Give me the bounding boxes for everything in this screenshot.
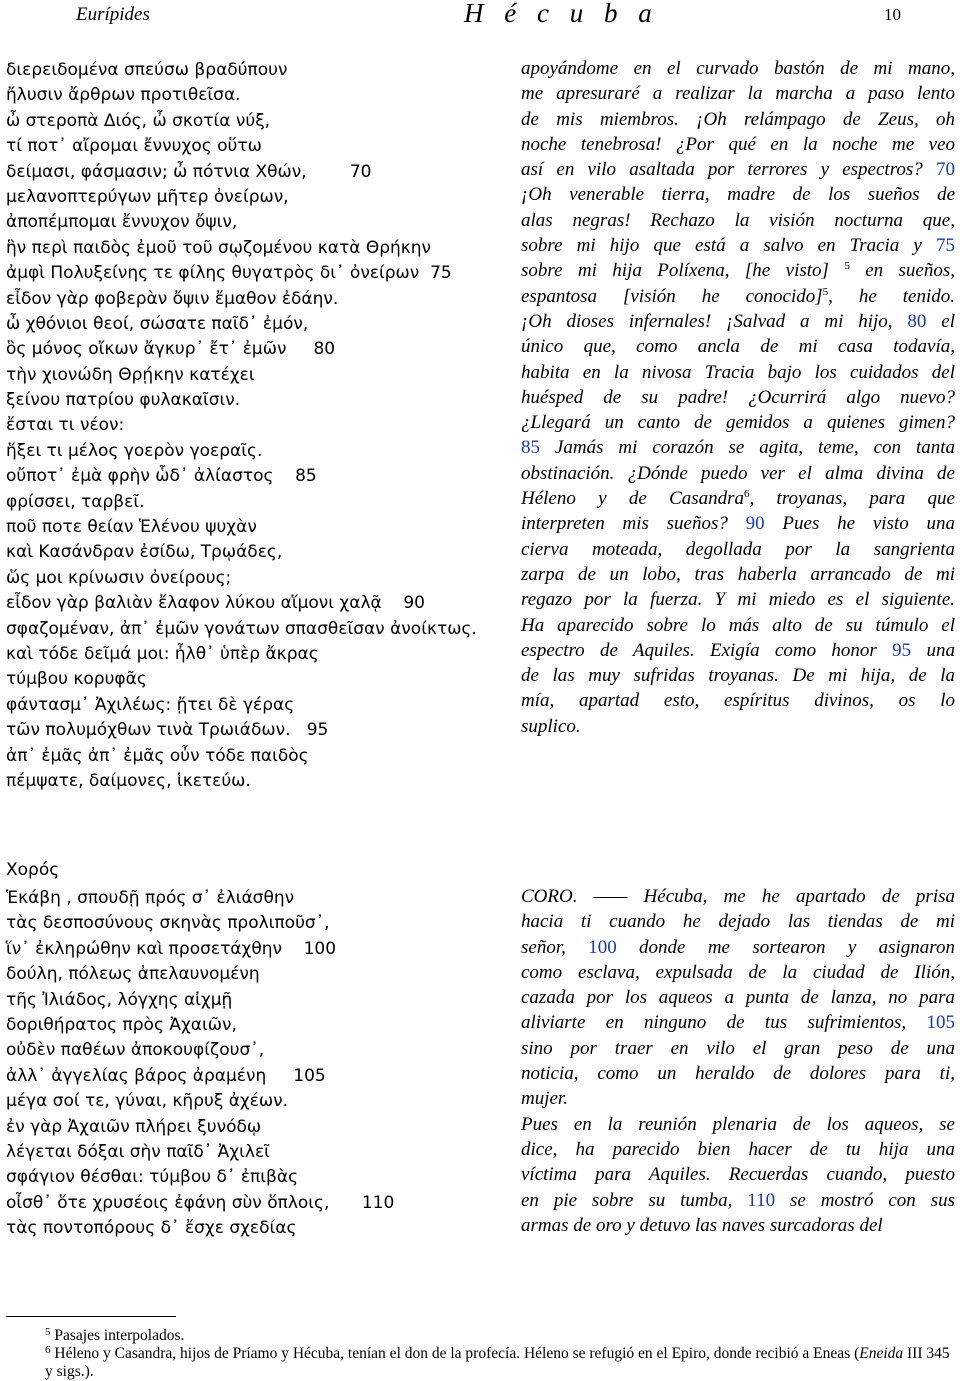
translation-text: víctima para Aquiles. Recuerdas cuando, puesto bbox=[521, 1164, 955, 1186]
footnote-6 bbox=[45, 1345, 950, 1381]
footnote-5-text: Pasajes interpolados. bbox=[54, 1327, 185, 1344]
spanish-translation-top bbox=[521, 56, 955, 739]
greek-verse-line: εἶδον γὰρ βαλιὰν ἔλαφον λύκου αἵμονι χαλᾷ 90 bbox=[6, 593, 425, 614]
translation-text: apoyándome en el curvado bastón de mi mano, bbox=[521, 58, 955, 79]
translation-line bbox=[521, 309, 955, 334]
verse-number: 100 bbox=[588, 936, 617, 958]
translation-text: ¡Oh venerable tierra, madre de los sueños de bbox=[521, 184, 955, 206]
footnote-separator bbox=[6, 1316, 176, 1317]
translation-text: una bbox=[911, 639, 956, 661]
translation-line bbox=[521, 385, 955, 410]
translation-text: de las muy sufridas troyanas. De mi hija, de la bbox=[521, 665, 955, 687]
greek-verse-line: ἤλυσιν ἄρθρων προτιθεῖσα. bbox=[6, 85, 241, 106]
greek-verse-line: τῆς Ἰλιάδος, λόγχης αἰχμῇ bbox=[6, 989, 233, 1010]
translation-line bbox=[521, 461, 955, 486]
translation-text: noticia, como un heraldo de dolores para ti, bbox=[521, 1063, 955, 1085]
translation-text: donde me sortearon y asignaron bbox=[616, 936, 955, 958]
verse-number: 85 bbox=[521, 437, 540, 459]
translation-line bbox=[521, 537, 955, 562]
translation-line bbox=[521, 81, 955, 106]
greek-verse-line: λέγεται δόξαι σὴν παῖδ᾽ Ἀχιλεῖ bbox=[6, 1141, 270, 1162]
translation-text: ¿Llegará un canto de gemidos a quienes gimen? bbox=[521, 412, 955, 434]
verse-number: 95 bbox=[892, 639, 912, 661]
translation-text: se mostró con sus bbox=[775, 1189, 955, 1211]
translation-line bbox=[521, 587, 955, 612]
greek-verse-line: ὃς μόνος οἴκων ἄγκυρ᾽ ἔτ᾽ ἐμῶν 80 bbox=[6, 339, 336, 360]
translation-text: alas negras! Rechazo la visión nocturna que, bbox=[521, 209, 955, 231]
translation-line bbox=[521, 208, 955, 233]
verse-number: 70 bbox=[936, 159, 955, 181]
translation-text: regazo por la fuerza. Y mi miedo es el siguiente. bbox=[521, 589, 955, 611]
translation-line bbox=[521, 360, 955, 385]
greek-verse-line: εἶδον γὰρ φοβερὰν ὄψιν ἔμαθον ἐδάην. bbox=[6, 288, 339, 309]
translation-text: espantosa [visión he conocido] bbox=[521, 285, 823, 307]
translation-text: CORO. —— Hécuba, me he apartado de prisa bbox=[521, 886, 955, 907]
greek-verse-line: οἶσθ᾽ ὅτε χρυσέοις ἐφάνη σὺν ὅπλοις, 110 bbox=[6, 1192, 395, 1213]
translation-line bbox=[521, 1010, 955, 1035]
verse-number: 105 bbox=[926, 1012, 955, 1034]
translation-text: espectro de Aquiles. Exigía como honor bbox=[521, 639, 893, 661]
greek-verse-line: ξείνου πατρίου φυλακαῖσιν. bbox=[6, 390, 241, 411]
translation-text: aliviarte en ninguno de tus sufrimientos, bbox=[521, 1012, 927, 1034]
translation-line bbox=[521, 1036, 955, 1061]
translation-line bbox=[521, 284, 955, 309]
translation-line bbox=[521, 410, 955, 435]
footnote-ref: 5 bbox=[844, 260, 850, 273]
greek-verse-line: καὶ τόδε δεῖμά μοι: ἦλθ᾽ ὑπὲρ ἄκρας bbox=[6, 643, 319, 664]
greek-verse-line: ποῦ ποτε θείαν Ἑλένου ψυχὰν bbox=[6, 517, 257, 538]
translation-line bbox=[521, 638, 955, 663]
verse-number: 80 bbox=[907, 310, 927, 332]
translation-line bbox=[521, 1061, 955, 1086]
translation-line bbox=[521, 714, 955, 739]
header-title: H é c u b a bbox=[464, 0, 659, 28]
translation-line bbox=[521, 56, 955, 81]
greek-verse-line: φρίσσει, ταρβεῖ. bbox=[6, 491, 145, 512]
translation-text: habita en la nivosa Tracia bajo los cuidados del bbox=[521, 361, 955, 383]
translation-text: Jamás mi corazón se agita, teme, con tanta bbox=[540, 437, 955, 459]
greek-verse-line: ἀποπέμπομαι ἔννυχον ὄψιν, bbox=[6, 212, 238, 233]
translation-text: interpreten mis sueños? bbox=[521, 513, 746, 535]
translation-line bbox=[521, 1086, 955, 1111]
page-number: 10 bbox=[884, 5, 901, 24]
translation-text: sino por traer en vilo el gran peso de una bbox=[521, 1037, 955, 1059]
translation-text: mujer. bbox=[521, 1088, 568, 1110]
translation-line bbox=[521, 233, 955, 258]
verse-number: 90 bbox=[745, 513, 765, 535]
footnote-6-marker: 6 bbox=[45, 1344, 51, 1356]
translation-line bbox=[521, 107, 955, 132]
greek-verse-line: μελανοπτερύγων μῆτερ ὀνείρων, bbox=[6, 186, 289, 207]
translation-text: en pie sobre su tumba, bbox=[521, 1189, 748, 1211]
translation-line bbox=[521, 157, 955, 182]
greek-verse-line: ὦ στεροπὰ Διός, ὦ σκοτία νύξ, bbox=[6, 110, 271, 131]
greek-verse-line: τὴν χιονώδη Θρῄκην κατέχει bbox=[6, 364, 255, 385]
translation-line bbox=[521, 182, 955, 207]
greek-verse-line: μέγα σοί τε, γύναι, κῆρυξ ἀχέων. bbox=[6, 1091, 289, 1112]
verse-number: 75 bbox=[936, 235, 955, 257]
translation-text: en sueños, bbox=[849, 260, 955, 282]
translation-text: como esclava, expulsada de la ciudad de Ilión, bbox=[521, 961, 955, 983]
footnote-5 bbox=[45, 1327, 950, 1345]
translation-line bbox=[521, 1162, 955, 1187]
greek-verse-line: δούλη, πόλεως ἀπελαυνομένη bbox=[6, 964, 260, 985]
greek-verse-line: ἀλλ᾽ ἀγγελίας βάρος ἀραμένη 105 bbox=[6, 1065, 326, 1086]
translation-line bbox=[521, 935, 955, 960]
greek-verse-line: τύμβου κορυφᾶς bbox=[6, 669, 147, 690]
greek-verse-line: ἣν περὶ παιδὸς ἐμοῦ τοῦ σῳζομένου κατὰ Θρήκην bbox=[6, 237, 432, 258]
footnote-ref: 5 bbox=[822, 285, 829, 298]
greek-text-top bbox=[6, 58, 477, 794]
greek-verse-line: οὐδὲν παθέων ἀποκουφίζουσ᾽, bbox=[6, 1040, 265, 1061]
translation-line bbox=[521, 1188, 955, 1213]
greek-verse-line: δείμασι, φάσμασιν; ὦ πότνια Χθών, 70 bbox=[6, 161, 372, 182]
greek-verse-line: τί ποτ᾽ αἴρομαι ἔννυχος οὕτω bbox=[6, 136, 262, 157]
translation-text: cazada por los aqueos a punta de lanza, no para bbox=[521, 987, 955, 1009]
translation-text: armas de oro y detuvo las naves surcadoras del bbox=[521, 1214, 883, 1236]
translation-line bbox=[521, 960, 955, 985]
translation-text: Pues en la reunión plenaria de los aqueos, se bbox=[521, 1113, 955, 1135]
translation-text: cierva moteada, degollada por la sangrienta bbox=[521, 538, 955, 560]
translation-line bbox=[521, 663, 955, 688]
footnote-ref: 6 bbox=[744, 488, 750, 501]
greek-verse-line: ἵν᾽ ἐκληρώθην καὶ προσετάχθην 100 bbox=[6, 938, 337, 959]
greek-verse-line: σφαζομέναν, ἀπ᾽ ἐμῶν γονάτων σπασθεῖσαν ἀνοίκτως. bbox=[6, 618, 477, 639]
translation-text: dice, ha parecido bien hacer de tu hija una bbox=[521, 1138, 955, 1160]
translation-text: único que, como ancla de mi casa todavía, bbox=[521, 336, 955, 358]
translation-text: hacia ti cuando he dejado las tiendas de mi bbox=[521, 911, 955, 933]
greek-verse-line: ἀπ᾽ ἐμᾶς ἀπ᾽ ἐμᾶς οὖν τόδε παιδὸς bbox=[6, 745, 309, 766]
translation-text: Ha aparecido sobre lo más alto de su túmulo el bbox=[521, 614, 955, 636]
translation-line bbox=[521, 334, 955, 359]
greek-verse-line: τῶν πολυμόχθων τινὰ Τρωιάδων. 95 bbox=[6, 720, 329, 741]
translation-text: huésped de su padre! ¿Ocurrirá algo nuevo? bbox=[521, 386, 955, 408]
translation-line bbox=[521, 258, 955, 283]
greek-verse-line: φάντασμ᾽ Ἀχιλέως: ᾔτει δὲ γέρας bbox=[6, 694, 295, 715]
chorus-label: Χορός bbox=[6, 860, 60, 880]
verse-number: 110 bbox=[747, 1189, 776, 1211]
translation-line bbox=[521, 613, 955, 638]
footnote-6-text: Héleno y Casandra, hijos de Príamo y Hécuba, tenían el don de la profecía. Héleno se refugió en el Epiro, donde recibió a Eneas ( bbox=[54, 1345, 860, 1362]
translation-text: zarpa de un lobo, tras haberla arrancado de mi bbox=[521, 563, 955, 585]
translation-text: sobre mi hijo que está a salvo en Tracia y bbox=[521, 235, 936, 257]
translation-text: obstinación. ¿Dónde puedo ver el alma divina de bbox=[521, 462, 955, 484]
translation-line bbox=[521, 1112, 955, 1137]
translation-line bbox=[521, 688, 955, 713]
translation-text: me apresuraré a realizar la marcha a paso lento bbox=[521, 83, 955, 105]
translation-text: sobre mi hija Políxena, [he visto] bbox=[521, 260, 845, 282]
translation-line bbox=[521, 1213, 955, 1238]
footnote-6-tail: III 345 y sigs.). bbox=[45, 1345, 950, 1380]
translation-text: Héleno y de Casandra bbox=[521, 488, 745, 510]
greek-verse-line: ἔσται τι νέον: bbox=[6, 415, 125, 436]
translation-line bbox=[521, 511, 955, 536]
translation-text: mía, apartad esto, espíritus divinos, os lo bbox=[521, 690, 955, 712]
translation-line bbox=[521, 985, 955, 1010]
translation-line bbox=[521, 884, 955, 909]
translation-text: noche tenebrosa! ¿Por qué en la noche me veo bbox=[521, 133, 955, 155]
greek-verse-line: διερειδομένα σπεύσω βραδύπουν bbox=[6, 60, 288, 80]
translation-text: de mis miembros. ¡Oh relámpago de Zeus, oh bbox=[521, 108, 955, 130]
greek-verse-line: δοριθήρατος πρὸς Ἀχαιῶν, bbox=[6, 1014, 237, 1035]
translation-line bbox=[521, 562, 955, 587]
translation-text: suplico. bbox=[521, 715, 581, 737]
greek-verse-line: ἐν γὰρ Ἀχαιῶν πλήρει ξυνόδῳ bbox=[6, 1116, 262, 1137]
greek-verse-line: πέμψατε, δαίμονες, ἱκετεύω. bbox=[6, 770, 251, 791]
translation-text: , troyanas, para que bbox=[749, 488, 955, 510]
greek-verse-line: ὦ χθόνιοι θεοί, σώσατε παῖδ᾽ ἐμόν, bbox=[6, 313, 309, 334]
translation-text: , he tenido. bbox=[828, 285, 955, 307]
greek-text-bottom bbox=[6, 886, 394, 1241]
greek-verse-line: τὰς δεσποσύνους σκηνὰς προλιποῦσ᾽, bbox=[6, 913, 330, 934]
translation-line bbox=[521, 132, 955, 157]
translation-line bbox=[521, 435, 955, 460]
greek-verse-line: οὔποτ᾽ ἐμὰ φρὴν ὧδ᾽ ἀλίαστος 85 bbox=[6, 466, 317, 487]
translation-line bbox=[521, 909, 955, 934]
greek-verse-line: καὶ Κασάνδραν ἐσίδω, Τρῳάδες, bbox=[6, 542, 283, 563]
footnote-5-marker: 5 bbox=[45, 1326, 51, 1338]
greek-verse-line: Ἑκάβη , σπουδῇ πρός σ᾽ ἐλιάσθην bbox=[6, 888, 295, 908]
spanish-translation-bottom bbox=[521, 884, 955, 1238]
translation-text: ¡Oh dioses infernales! ¡Salvad a mi hijo, bbox=[521, 310, 908, 332]
translation-text: el bbox=[926, 310, 955, 332]
header-author: Eurípides bbox=[76, 4, 150, 25]
footnote-6-italic: Eneida bbox=[859, 1345, 904, 1362]
translation-text: así en vilo asaltada por terrores y espectros? bbox=[521, 159, 936, 181]
greek-verse-line: ἀμφὶ Πολυξείνης τε φίλης θυγατρὸς δι᾽ ὀνείρων 75 bbox=[6, 263, 452, 284]
greek-verse-line: σφάγιον θέσθαι: τύμβου δ᾽ ἐπιβὰς bbox=[6, 1167, 299, 1188]
translation-text: Pues he visto una bbox=[764, 513, 955, 535]
translation-text: señor, bbox=[521, 936, 589, 958]
greek-verse-line: ὥς μοι κρίνωσιν ὀνείρους; bbox=[6, 567, 232, 588]
greek-verse-line: τὰς ποντοπόρους δ᾽ ἔσχε σχεδίας bbox=[6, 1218, 297, 1239]
translation-line bbox=[521, 1137, 955, 1162]
translation-line bbox=[521, 486, 955, 511]
greek-verse-line: ἥξει τι μέλος γοερὸν γοεραῖς. bbox=[6, 440, 263, 461]
